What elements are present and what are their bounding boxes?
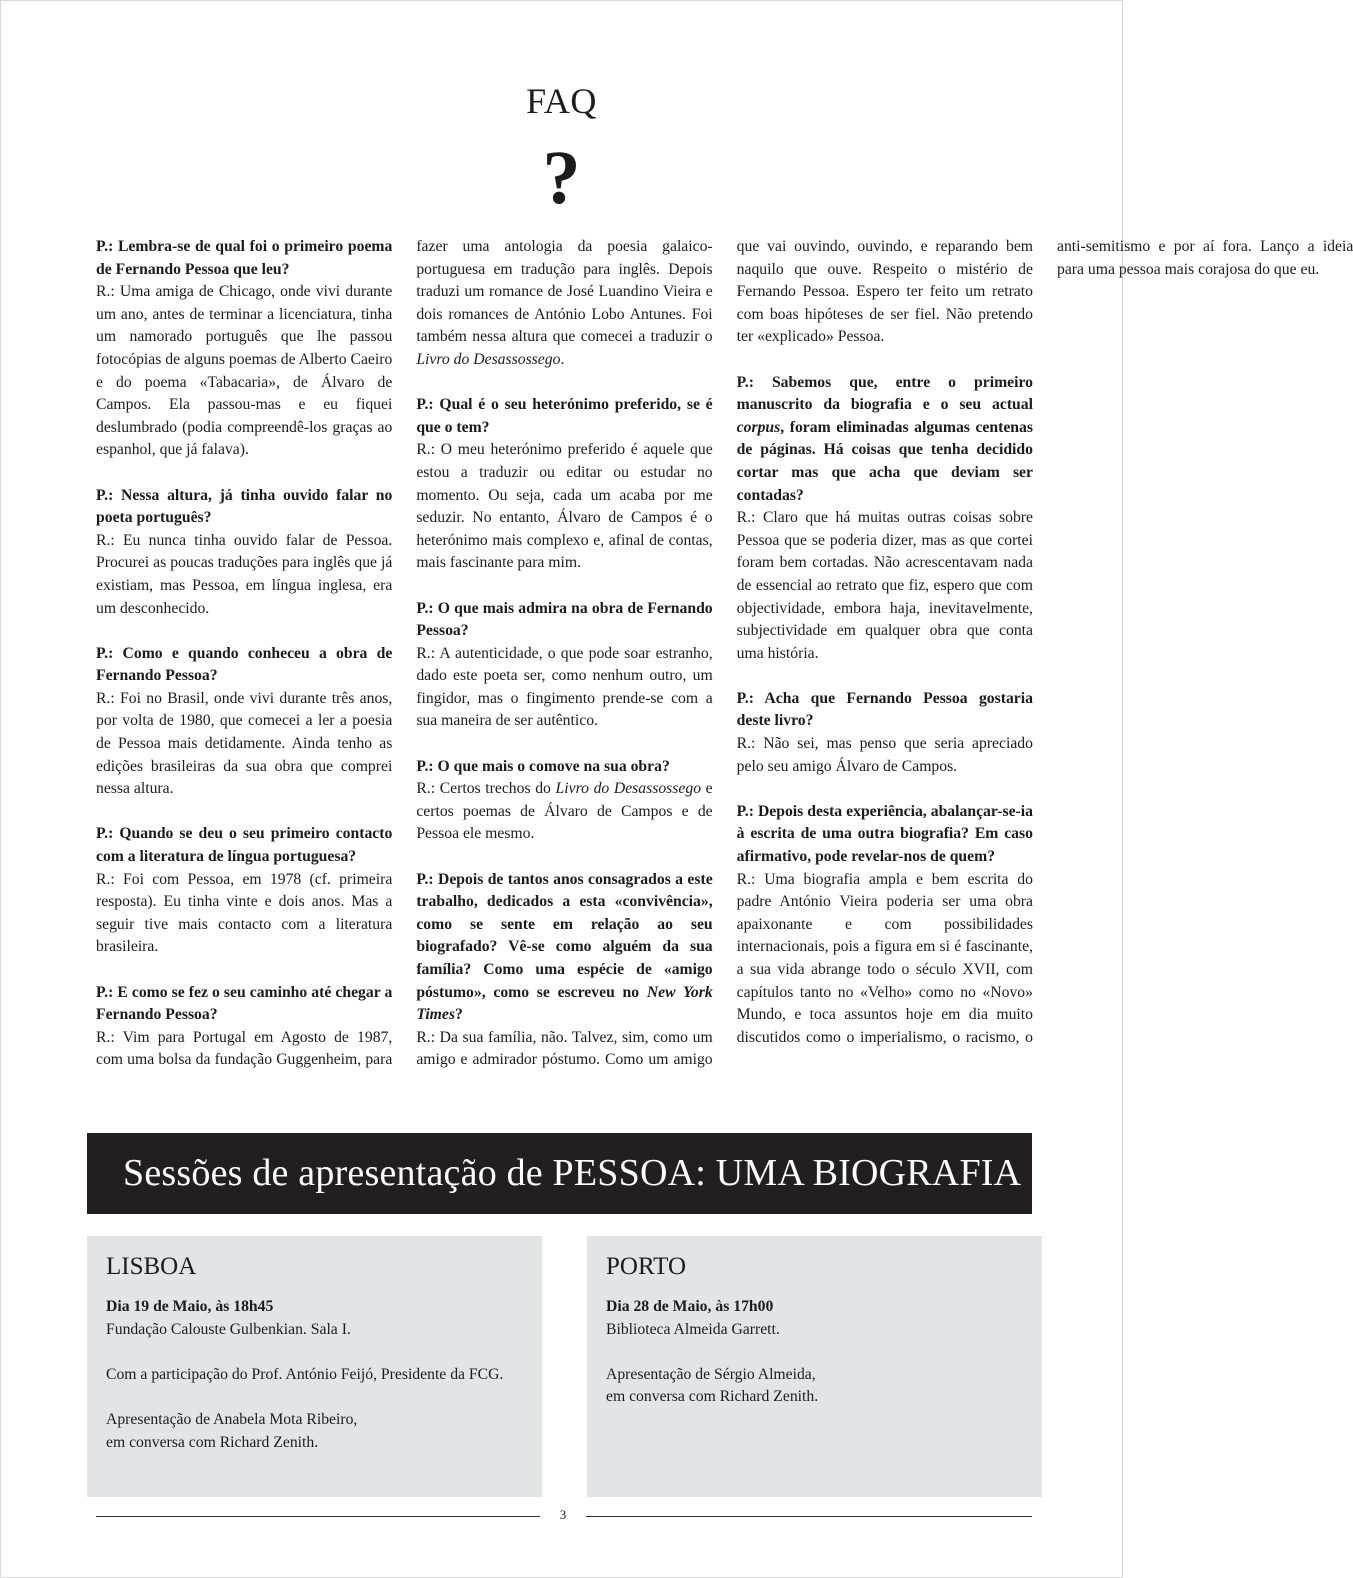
faq-item (96, 643, 392, 801)
faq-item (416, 394, 712, 575)
event-participation: Com a participação do Prof. António Feijó, Presidente da FCG. (106, 1365, 504, 1383)
faq-answer (416, 778, 712, 846)
event-presentation-cont: em conversa com Richard Zenith. (606, 1388, 819, 1406)
faq-question: P.: Acha que Fernando Pessoa gostaria deste livro? (736, 689, 1033, 730)
event-presentation: Apresentação de Anabela Mota Ribeiro, (106, 1410, 358, 1428)
faq-question (416, 869, 712, 1027)
city-heading: PORTO (606, 1253, 687, 1280)
faq-question: P.: Como e quando conheceu a obra de Fernando Pessoa? (96, 644, 393, 685)
faq-item (737, 372, 1033, 666)
page-number: 3 (559, 1507, 567, 1522)
event-box-porto (587, 1236, 1042, 1497)
faq-item (737, 688, 1033, 778)
faq-question (737, 372, 1033, 508)
faq-answer: R.: Eu nunca tinha ouvido falar de Pessoa. Procurei as poucas traduções para inglês que já existiam, mas Pessoa, em língua inglesa, era um desconhecido. (96, 531, 393, 617)
faq-question: P.: Depois desta experiência, abalançar-se-ia à escrita de uma outra biografia? Em caso afirmativo, pode revelar-nos de quem? (736, 802, 1033, 866)
faq-question: P.: Lembra-se de qual foi o primeiro poema de Fernando Pessoa que leu? (96, 238, 393, 278)
city-heading: LISBOA (106, 1253, 197, 1280)
faq-answer: R.: A autenticidade, o que pode soar estranho, dado este poeta ser, como nenhum outro, um fingidor, mas o fingimento prende-se com a sua maneira de ser autêntico. (416, 644, 713, 730)
newspaper-title: New York Times (416, 983, 713, 1024)
question-mark-icon: ? (542, 136, 581, 220)
answer-text-end: . (560, 350, 565, 368)
footer-rule-right (586, 1516, 1032, 1517)
faq-answer: R.: Foi com Pessoa, em 1978 (cf. primeira resposta). Eu tinha vinte e dois anos. Mas a seguir tive mais contacto com a literatura brasileira. (96, 870, 393, 956)
event-date: Dia 28 de Maio, às 17h00 (606, 1298, 774, 1315)
answer-text: R.: Vim para Portugal em Agosto de 1987, com uma bolsa da fundação Guggenheim, para fazer uma antologia da poesia galaico-portuguesa em tradução para inglês. Depois traduzi um romance de José Luandino Vieira e dois romances de António Lobo Antunes. Foi também nessa altura que comecei a traduzir o (96, 238, 713, 1069)
faq-answer: R.: O meu heterónimo preferido é aquele que estou a traduzir ou editar ou estudar no momento. Ou seja, cada um acaba por me seduzir. No entanto, Álvaro de Campos é o heterónimo mais complexo e, afinal de contas, mais fascinante para mim. (416, 441, 713, 572)
question-text: P.: Sabemos que, entre o primeiro manuscrito da biografia e o seu actual (736, 373, 1033, 414)
question-text-end: ? (454, 1006, 463, 1024)
faq-answer: R.: Uma amiga de Chicago, onde vivi durante um ano, antes de terminar a licenciatura, tinha um namorado português que lhe passou fotocópias de alguns poemas de Alberto Caeiro e do poema «Tabacaria», de Álvaro de Campos. Ela passou-mas e eu fiquei deslumbrado (podia compreendê-los graças ao espanhol, que já falava). (96, 283, 393, 459)
faq-answer: R.: Uma biografia ampla e bem escrita do padre António Vieira poderia ser uma obra apaixonante e com possibilidades internacionais, pois a figura em si é fascinante, a sua vida abrange todo o século XVII, com capítulos tanto no «Velho» como no «Novo» Mundo, e toca assuntos hoje em dia muito discutidos como o imperialismo, o racismo, o anti-semitismo e por aí fora. Lanço a ideia para uma pessoa mais corajosa do que eu. (736, 238, 1353, 1046)
event-details (606, 1296, 1031, 1409)
sessions-banner (87, 1133, 1032, 1214)
faq-question: P.: O que mais admira na obra de Fernando Pessoa? (416, 599, 713, 640)
event-box-lisboa (87, 1236, 542, 1497)
faq-columns (96, 236, 1353, 1094)
event-venue: Fundação Calouste Gulbenkian. Sala I. (106, 1320, 351, 1338)
faq-question: P.: Nessa altura, já tinha ouvido falar no poeta português? (96, 486, 393, 527)
faq-question: P.: E como se fez o seu caminho até chegar a Fernando Pessoa? (96, 983, 393, 1024)
faq-item (96, 485, 392, 621)
faq-item (96, 236, 392, 462)
event-venue: Biblioteca Almeida Garrett. (606, 1320, 780, 1338)
footer-rule-left (96, 1516, 540, 1517)
event-details (106, 1296, 531, 1454)
event-presentation: Apresentação de Sérgio Almeida, (606, 1365, 816, 1383)
event-presentation-cont: em conversa com Richard Zenith. (106, 1433, 319, 1451)
faq-answer: R.: Da sua família, não. Talvez, sim, como um amigo e admirador póstumo. Como um amigo que vai ouvindo, ouvindo, e reparando bem naquilo que ouve. Respeito o mistério de Fernando Pessoa. Espero ter feito um retrato com boas hipóteses de ser fiel. Não pretendo ter «explicado» Pessoa. (416, 238, 1033, 1069)
answer-text: R.: Certos trechos do (416, 780, 556, 798)
faq-question: P.: Quando se deu o seu primeiro contacto com a literatura de língua portuguesa? (96, 825, 393, 866)
corpus-term: corpus (736, 418, 781, 436)
book-title: Livro do Desassossego (555, 780, 702, 798)
faq-item (416, 598, 712, 734)
faq-answer: R.: Claro que há muitas outras coisas sobre Pessoa que se poderia dizer, mas as que cortei foram bem cortadas. Não acrescentavam nada de essencial ao retrato que fiz, espero que com objectividade, embora haja, inevitavelmente, subjectividade em qualquer obra que conta uma história. (736, 509, 1033, 662)
faq-question: P.: O que mais o comove na sua obra? (416, 757, 670, 775)
faq-answer: R.: Não sei, mas penso que seria apreciado pelo seu amigo Álvaro de Campos. (736, 735, 1033, 775)
faq-item (96, 823, 392, 959)
book-title: Livro do Desassossego (416, 350, 561, 368)
question-text-end: , foram eliminadas algumas centenas de páginas. Há coisas que tenha decidido cortar mas que acha que deviam ser contadas? (736, 418, 1033, 504)
event-date: Dia 19 de Maio, às 18h45 (106, 1298, 274, 1315)
banner-title: Sessões de apresentação de PESSOA: UMA BIOGRAFIA (123, 1152, 1022, 1194)
faq-title: FAQ (526, 81, 597, 121)
faq-answer: R.: Foi no Brasil, onde vivi durante três anos, por volta de 1980, que comecei a ler a poesia de Pessoa mais detidamente. Ainda tenho as edições brasileiras da sua obra que comprei nessa altura. (96, 689, 393, 798)
faq-item (416, 756, 712, 846)
faq-question: P.: Qual é o seu heterónimo preferido, se é que o tem? (416, 396, 713, 436)
question-text: P.: Depois de tantos anos consagrados a este trabalho, dedicados a esta «convivência», como se sente em relação ao seu biografado? Vê-se como alguém da sua família? Como uma espécie de «amigo póstumo», como se escreveu no (416, 870, 713, 1001)
answer-text-end: e certos poemas de Álvaro de Campos e de Pessoa ele mesmo. (416, 780, 713, 843)
